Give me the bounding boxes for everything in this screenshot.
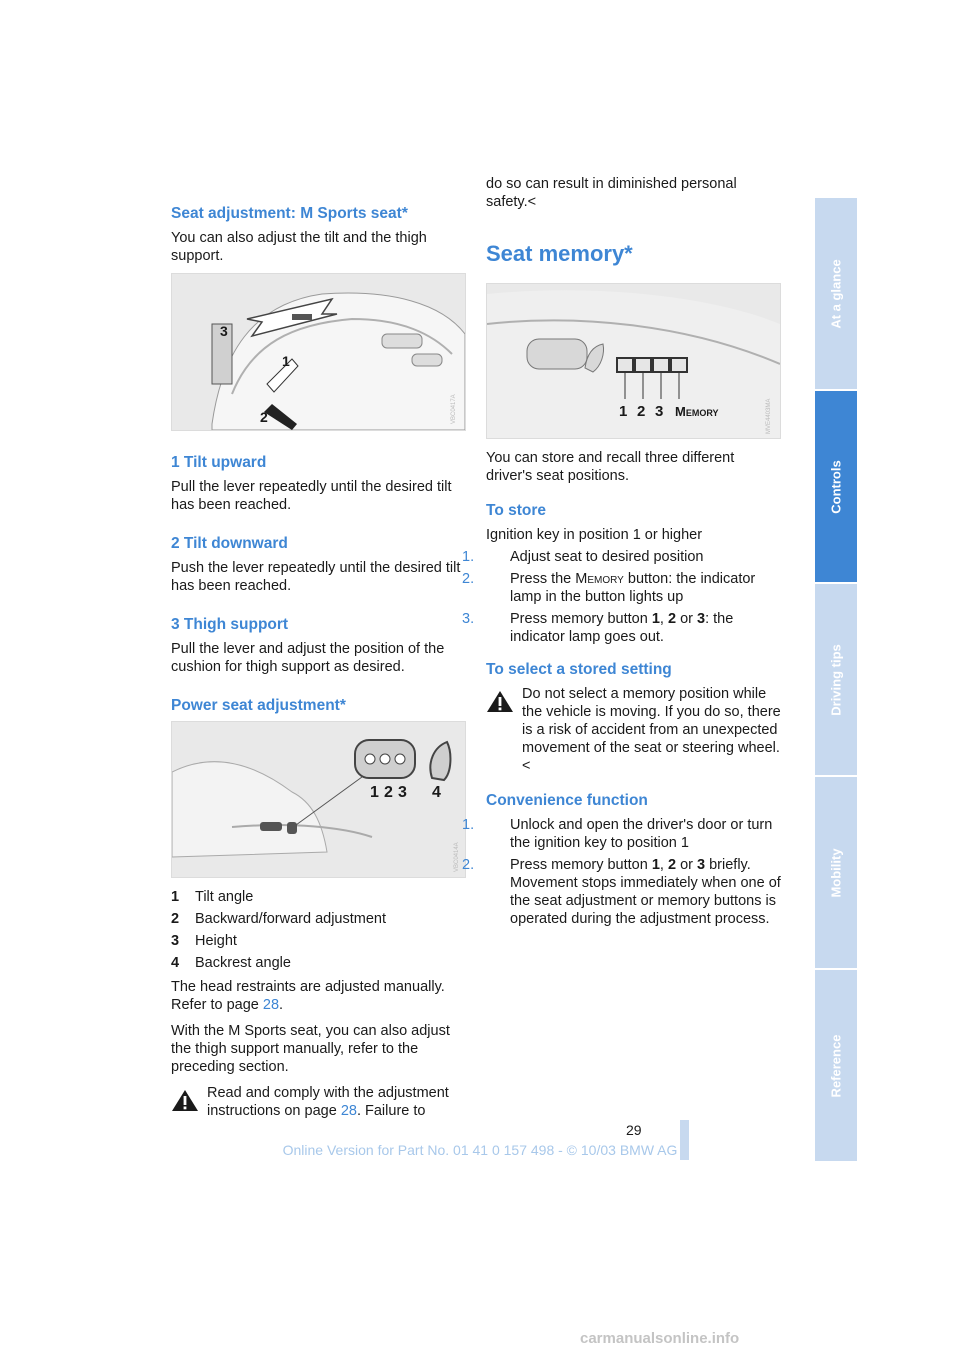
para-continued: do so can result in diminished personal safety.< — [486, 176, 737, 210]
figure-power-seat — [171, 721, 466, 878]
fig3-label-memory: Memory — [675, 404, 719, 419]
heading-thigh-support: 3 Thigh support — [171, 616, 289, 633]
page-link-28[interactable]: 28 — [262, 997, 280, 1013]
heading-seat-memory: Seat memory* — [486, 241, 633, 266]
page-link-28-warning[interactable]: 28 — [340, 1103, 357, 1119]
warning-icon — [171, 1088, 199, 1112]
fig3-label-2: 2 — [637, 403, 646, 420]
heading-to-store: To store — [486, 502, 546, 519]
list-item: 2. Press memory button 1, 2 or 3 briefly. Movement stops immediately when one of the seat adjustment or memory buttons is operated during the adjustment process. — [462, 857, 781, 927]
list-item: 4 Backrest angle — [171, 955, 291, 971]
para-msports-thigh: With the M Sports seat, you can also adjust the thigh support manually, refer to the preceding section. — [171, 1023, 450, 1075]
fig3-label-3: 3 — [655, 403, 664, 420]
warning-adjustment: Read and comply with the adjustment instructions on page 28. Failure to — [171, 1084, 466, 1120]
heading-tilt-upward: 1 Tilt upward — [171, 454, 267, 471]
fig2-label-4: 4 — [432, 784, 441, 801]
tab-controls[interactable]: Controls — [815, 391, 857, 582]
fig3-label-1: 1 — [619, 403, 628, 420]
tab-mobility[interactable]: Mobility — [815, 777, 857, 968]
list-item: 1. Adjust seat to desired position — [462, 549, 704, 565]
msports-seat-illustration — [172, 274, 465, 430]
para-store-recall: You can store and recall three different driver's seat positions. — [486, 450, 735, 484]
right-column — [462, 175, 781, 934]
list-item: 2. Press the Memory button: the indicator lamp in the button lights up — [462, 571, 756, 605]
fig2-label-2: 2 — [384, 784, 393, 801]
fig1-label-3: 3 — [220, 323, 228, 339]
fig1-code: VBC0417A — [451, 394, 457, 424]
list-item: 2 Backward/forward adjustment — [171, 911, 386, 927]
seat-memory-illustration — [487, 284, 780, 438]
para-tilt-upward: Pull the lever repeatedly until the desired tilt has been reached. — [171, 479, 452, 513]
para-ignition: Ignition key in position 1 or higher — [486, 527, 703, 543]
power-seat-illustration — [172, 722, 465, 877]
figure-seat-memory — [486, 283, 781, 439]
fig2-label-1: 1 — [370, 784, 379, 801]
left-column — [171, 204, 466, 1128]
para-msports: You can also adjust the tilt and the thigh support. — [171, 230, 427, 264]
fig2-code: VBC0414A — [454, 842, 460, 872]
fig1-label-1: 1 — [282, 353, 290, 369]
warning-select: Do not select a memory position while the vehicle is moving. If you do so, there is a risk of accident from an unexpected movement of the seat or steering wheel.< — [486, 685, 781, 775]
heading-tilt-downward: 2 Tilt downward — [171, 535, 288, 552]
fig1-label-2: 2 — [260, 409, 268, 425]
watermark: carmanualsonline.info — [580, 1330, 740, 1347]
page-number: 29 — [626, 1122, 642, 1138]
list-item: 3 Height — [171, 933, 237, 949]
para-tilt-downward: Push the lever repeatedly until the desired tilt has been reached. — [171, 560, 461, 594]
tab-at-a-glance[interactable]: At a glance — [815, 198, 857, 389]
warning-icon — [486, 689, 514, 713]
list-item: 1 Tilt angle — [171, 889, 254, 905]
section-tabs — [815, 198, 857, 1163]
footer-text: Online Version for Part No. 01 41 0 157 498 - © 10/03 BMW AG — [282, 1142, 678, 1158]
tab-reference[interactable]: Reference — [815, 970, 857, 1161]
tab-driving-tips[interactable]: Driving tips — [815, 584, 857, 775]
para-thigh-support: Pull the lever and adjust the position of the cushion for thigh support as desired. — [171, 641, 445, 675]
store-steps — [462, 548, 781, 646]
convenience-steps — [462, 816, 781, 928]
list-item: 1. Unlock and open the driver's door or turn the ignition key to position 1 — [462, 817, 773, 851]
heading-power-seat: Power seat adjustment* — [171, 697, 346, 714]
fig3-code: MVE4403MA — [766, 398, 772, 434]
heading-select-stored: To select a stored setting — [486, 661, 672, 678]
heading-msports-seat: Seat adjustment: M Sports seat* — [171, 205, 408, 222]
list-item: 3. Press memory button 1, 2 or 3: the indicator lamp goes out. — [462, 611, 734, 645]
fig2-label-3: 3 — [398, 784, 407, 801]
control-list — [171, 888, 466, 972]
para-head-restraints: The head restraints are adjusted manually. Refer to page 28. — [171, 979, 445, 1013]
heading-convenience: Convenience function — [486, 792, 648, 809]
figure-msports-seat — [171, 273, 466, 431]
